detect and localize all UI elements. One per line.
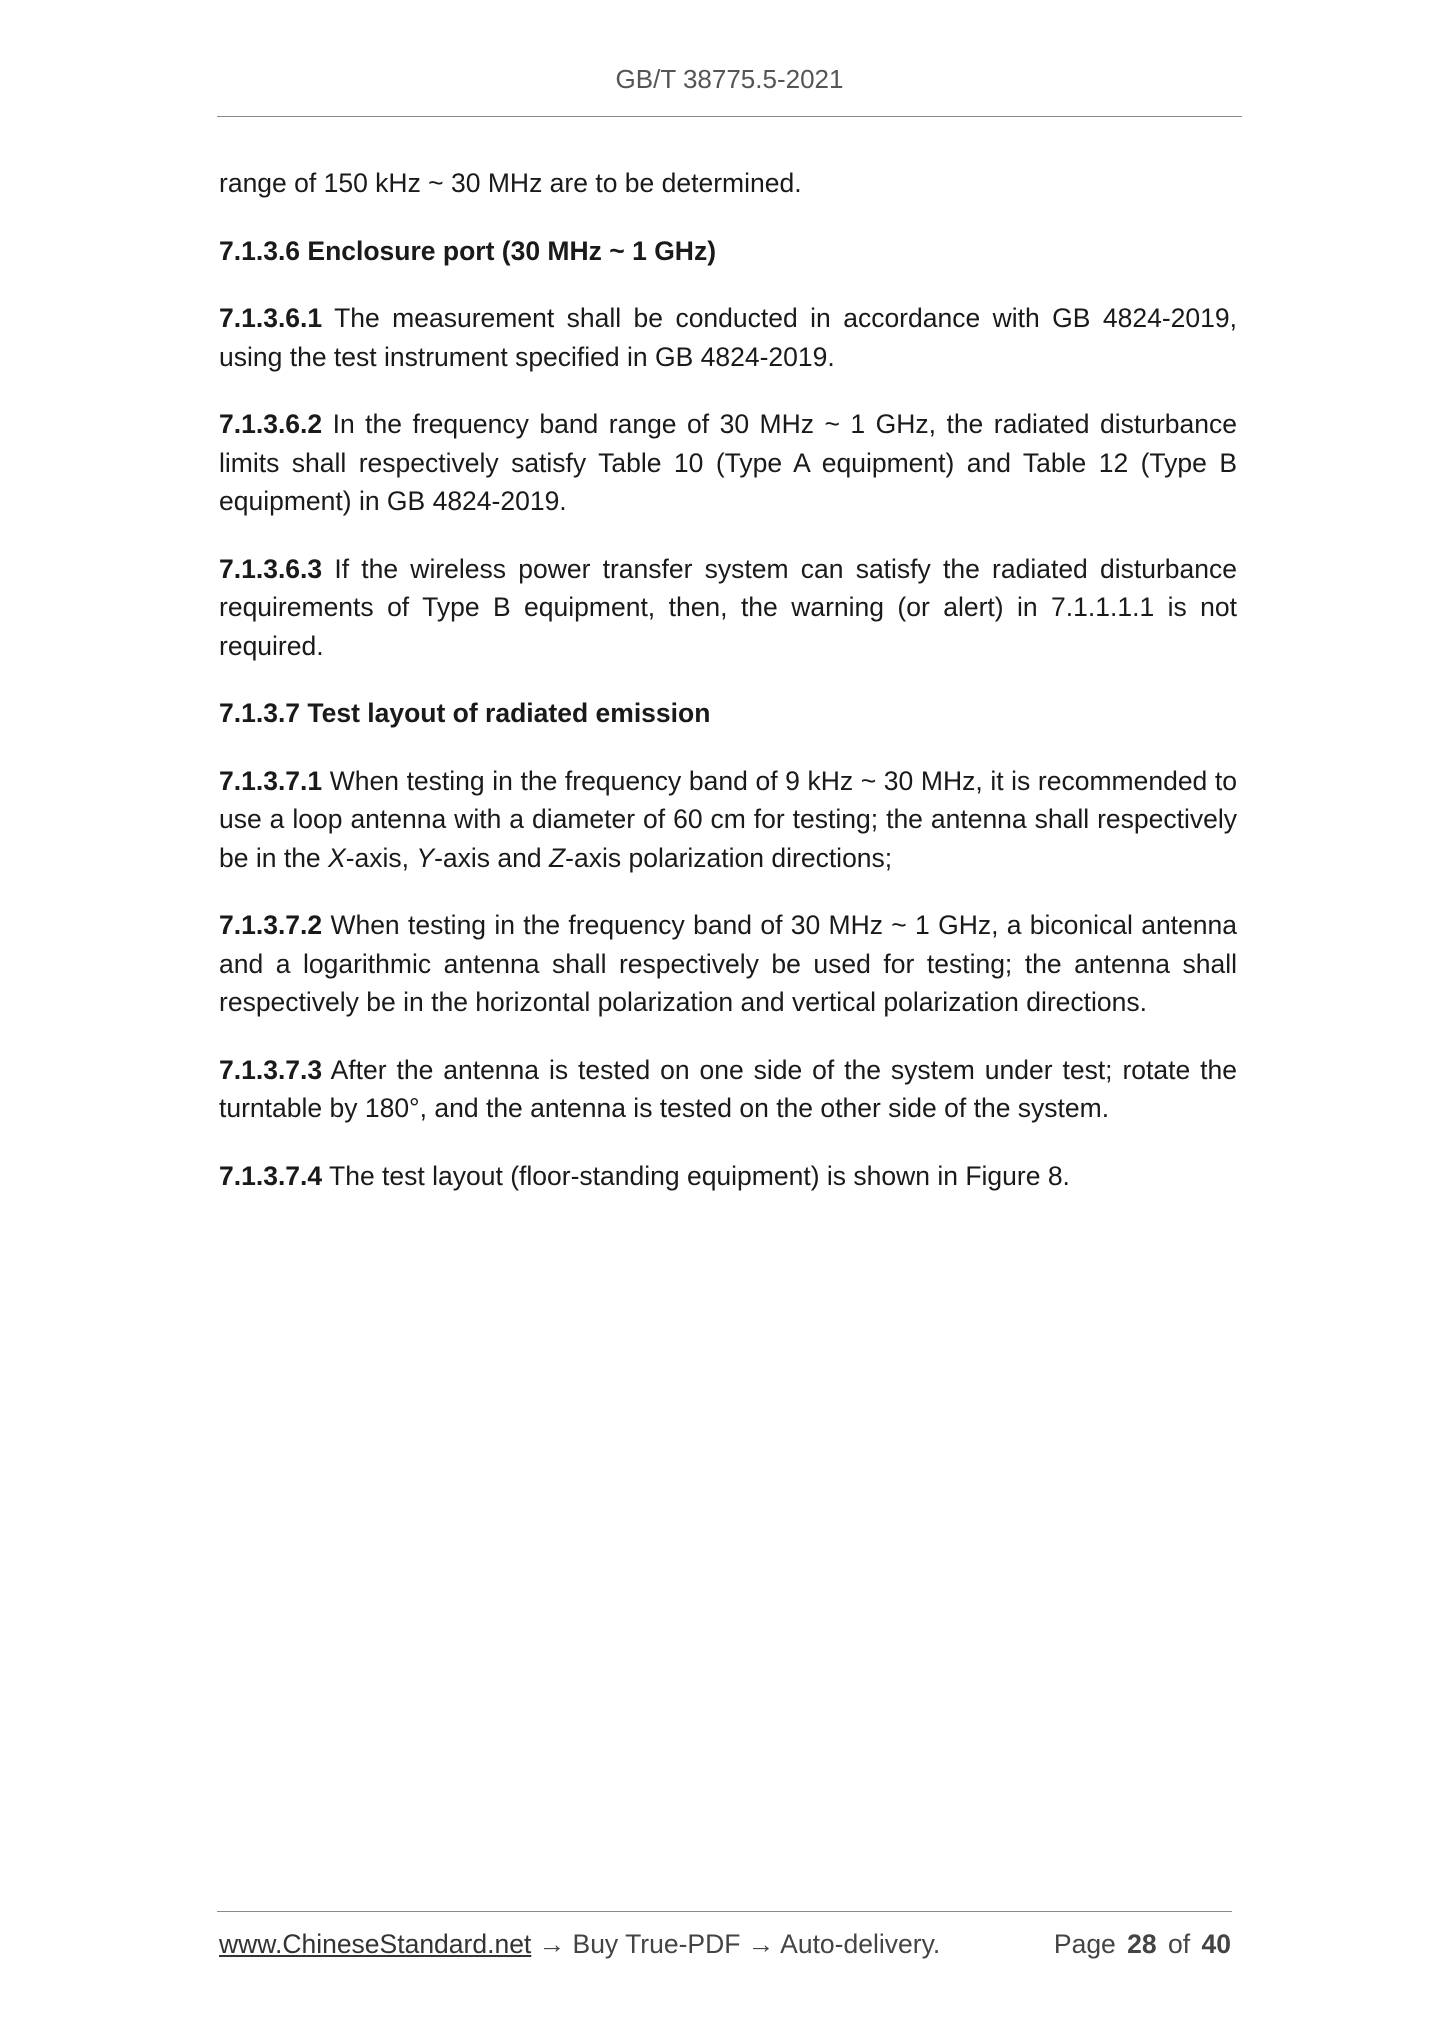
clause-text: In the frequency band range of 30 MHz ~ 1 GHz, the radiated disturbance limits shall respectively satisfy Table 10 (Type A equipment) and Table 12 (Type B equipment) in GB 4824-2019. <box>219 409 1237 516</box>
clause-number: 7.1.3.6.2 <box>219 409 323 439</box>
document-id-header: GB/T 38775.5-2021 <box>615 64 844 94</box>
clause-text: After the antenna is tested on one side of the system under test; rotate the turntable by 180°, and the antenna is tested on the other side of the system. <box>219 1054 1237 1123</box>
clause-7-1-3-7-2 <box>219 906 1237 1022</box>
page-word: Page <box>1053 1929 1116 1959</box>
clause-text: When testing in the frequency band of 9 kHz ~ 30 MHz, it is recommended to use a loop antenna with a diameter of 60 cm for testing; the antenna shall respectively be in the <box>219 765 1237 873</box>
clause-number: 7.1.3.7.2 <box>219 910 323 940</box>
clause-text: -axis polarization directions; <box>565 842 893 873</box>
section-heading-7-1-3-6: 7.1.3.6 Enclosure port (30 MHz ~ 1 GHz) <box>219 235 717 266</box>
clause-7-1-3-6-2 <box>219 405 1237 521</box>
clause-7-1-3-6-3 <box>219 550 1237 666</box>
clause-text: The measurement shall be conducted in accordance with GB 4824-2019, using the test instrument specified in GB 4824-2019. <box>219 303 1237 372</box>
page-footer <box>219 1929 1231 1960</box>
clause-text: When testing in the frequency band of 30 MHz ~ 1 GHz, a biconical antenna and a logarithmic antenna shall respectively be used for testing; the antenna shall respectively be in the horizontal polarization and vertical polarization directions. <box>219 910 1237 1017</box>
footer-tagline: → Buy True-PDF → Auto-delivery. <box>531 1929 941 1959</box>
site-link[interactable]: www.ChineseStandard.net <box>219 1929 532 1959</box>
clause-7-1-3-7-1 <box>219 762 1237 878</box>
clause-text: If the wireless power transfer system can satisfy the radiated disturbance requirements of Type B equipment, then, the warning (or alert) in 7.1.1.1.1 is not required. <box>219 553 1237 661</box>
clause-7-1-3-7-3 <box>219 1051 1237 1128</box>
intro-paragraph: range of 150 kHz ~ 30 MHz are to be determined. <box>219 168 802 198</box>
footer-promo <box>219 1929 940 1960</box>
axis-z-label: Z <box>548 842 566 873</box>
clause-text: -axis and <box>434 842 549 873</box>
clause-7-1-3-6-1 <box>219 299 1237 376</box>
total-page-number: 40 <box>1201 1929 1231 1959</box>
clause-number: 7.1.3.6.1 <box>219 303 323 333</box>
footer-divider <box>217 1911 1232 1912</box>
clause-text: -axis, <box>345 842 417 873</box>
header-divider <box>217 116 1242 117</box>
clause-number: 7.1.3.7.4 <box>219 1160 323 1191</box>
section-heading-7-1-3-7: 7.1.3.7 Test layout of radiated emission <box>219 698 711 728</box>
clause-number: 7.1.3.6.3 <box>219 553 323 584</box>
clause-text: The test layout (floor-standing equipment) is shown in Figure 8. <box>322 1160 1070 1191</box>
current-page-number: 28 <box>1127 1929 1157 1959</box>
page-indicator <box>1050 1929 1231 1960</box>
clause-number: 7.1.3.7.3 <box>219 1054 323 1085</box>
axis-y-label: Y <box>416 842 435 873</box>
of-word: of <box>1168 1929 1191 1959</box>
clause-7-1-3-7-4 <box>219 1157 1237 1196</box>
clause-number: 7.1.3.7.1 <box>219 765 323 796</box>
document-body <box>219 164 1237 1224</box>
axis-x-label: X <box>328 842 346 873</box>
